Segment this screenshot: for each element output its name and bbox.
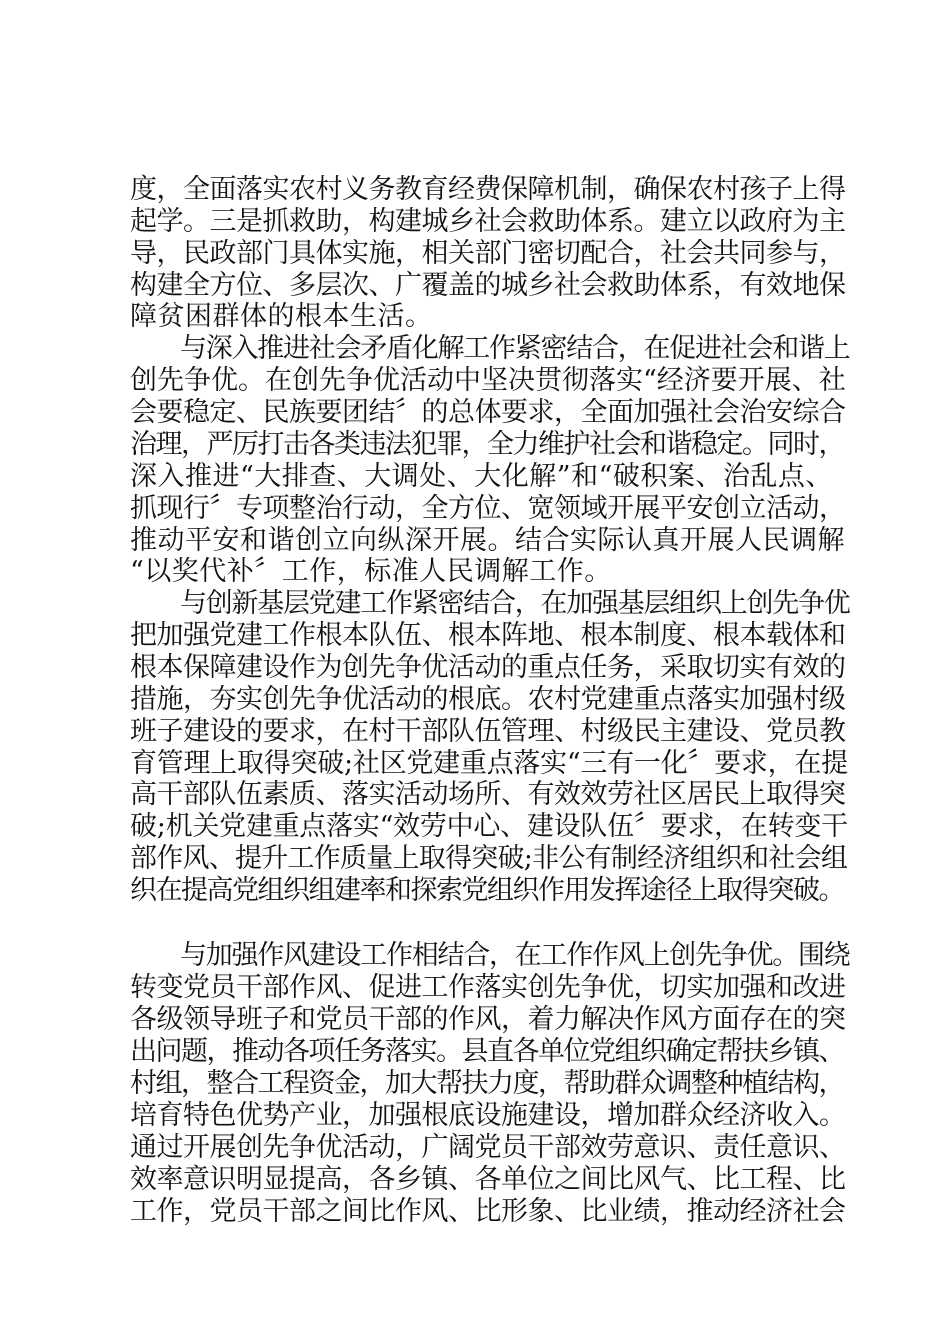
text-line: 创先争优。在创先争优活动中坚决贯彻落实“经济要开展、社 bbox=[130, 365, 846, 396]
text-line: 导，民政部门具体实施，相关部门密切配合，社会共同参与， bbox=[130, 238, 846, 269]
text-line: 把加强党建工作根本队伍、根本阵地、根本制度、根本载体和 bbox=[130, 620, 846, 651]
text-line: 破;机关党建重点落实“效劳中心、建设队伍〞要求，在转变干 bbox=[130, 811, 848, 842]
text-line: 深入推进“大排查、大调处、大化解”和“破积案、治乱点、 bbox=[130, 461, 833, 492]
text-line: 推动平安和谐创立向纵深开展。结合实际认真开展人民调解 bbox=[130, 525, 845, 556]
text-line: 工作，党员干部之间比作风、比形象、比业绩，推动经济社会 bbox=[130, 1196, 846, 1227]
text-line: 根本保障建设作为创先争优活动的重点任务，采取切实有效的 bbox=[130, 652, 846, 683]
text-line: 措施，夯实创先争优活动的根底。农村党建重点落实加强村级 bbox=[130, 684, 846, 715]
paragraph-first-line: 与加强作风建设工作相结合，在工作作风上创先争优。围绕 bbox=[180, 940, 850, 971]
text-line: 各级领导班子和党员干部的作风，着力解决作风方面存在的突 bbox=[130, 1004, 846, 1035]
text-line: 培育特色优势产业，加强根底设施建设，增加群众经济收入。 bbox=[130, 1100, 846, 1131]
text-line: 障贫困群体的根本生活。 bbox=[130, 301, 433, 332]
text-line: 治理，严厉打击各类违法犯罪，全力维护社会和谐稳定。同时， bbox=[130, 429, 844, 460]
text-line: 会要稳定、民族要团结〞的总体要求，全面加强社会治安综合 bbox=[130, 397, 846, 428]
text-line: 度，全面落实农村义务教育经费保障机制，确保农村孩子上得 bbox=[130, 174, 846, 205]
text-line: 织在提高党组织组建率和探索党组织作用发挥途径上取得突破。 bbox=[130, 875, 844, 906]
text-line: 出问题，推动各项任务落实。县直各单位党组织确定帮扶乡镇、 bbox=[130, 1036, 844, 1067]
paragraph-first-line: 与深入推进社会矛盾化解工作紧密结合，在促进社会和谐上 bbox=[180, 333, 850, 364]
text-line: 通过开展创先争优活动，广阔党员干部效劳意识、责任意识、 bbox=[130, 1132, 846, 1163]
text-line: 抓现行〞专项整治行动，全方位、宽领域开展平安创立活动， bbox=[130, 493, 846, 524]
text-line: “以奖代补〞工作，标准人民调解工作。 bbox=[130, 556, 612, 587]
text-line: 部作风、提升工作质量上取得突破;非公有制经济组织和社会组 bbox=[130, 843, 848, 874]
text-line: 班子建设的要求，在村干部队伍管理、村级民主建设、党员教 bbox=[130, 716, 846, 747]
text-line: 效率意识明显提高，各乡镇、各单位之间比风气、比工程、比 bbox=[130, 1164, 846, 1195]
text-line: 高干部队伍素质、落实活动场所、有效效劳社区居民上取得突 bbox=[130, 779, 846, 810]
text-line: 起学。三是抓救助，构建城乡社会救助体系。建立以政府为主 bbox=[130, 206, 846, 237]
text-line: 村组，整合工程资金，加大帮扶力度，帮助群众调整种植结构， bbox=[130, 1068, 844, 1099]
text-line: 转变党员干部作风、促进工作落实创先争优，切实加强和改进 bbox=[130, 972, 846, 1003]
text-line: 育管理上取得突破;社区党建重点落实“三有一化〞要求，在提 bbox=[130, 748, 848, 779]
text-line: 构建全方位、多层次、广覆盖的城乡社会救助体系，有效地保 bbox=[130, 270, 846, 301]
paragraph-first-line: 与创新基层党建工作紧密结合，在加强基层组织上创先争优 bbox=[180, 588, 850, 619]
